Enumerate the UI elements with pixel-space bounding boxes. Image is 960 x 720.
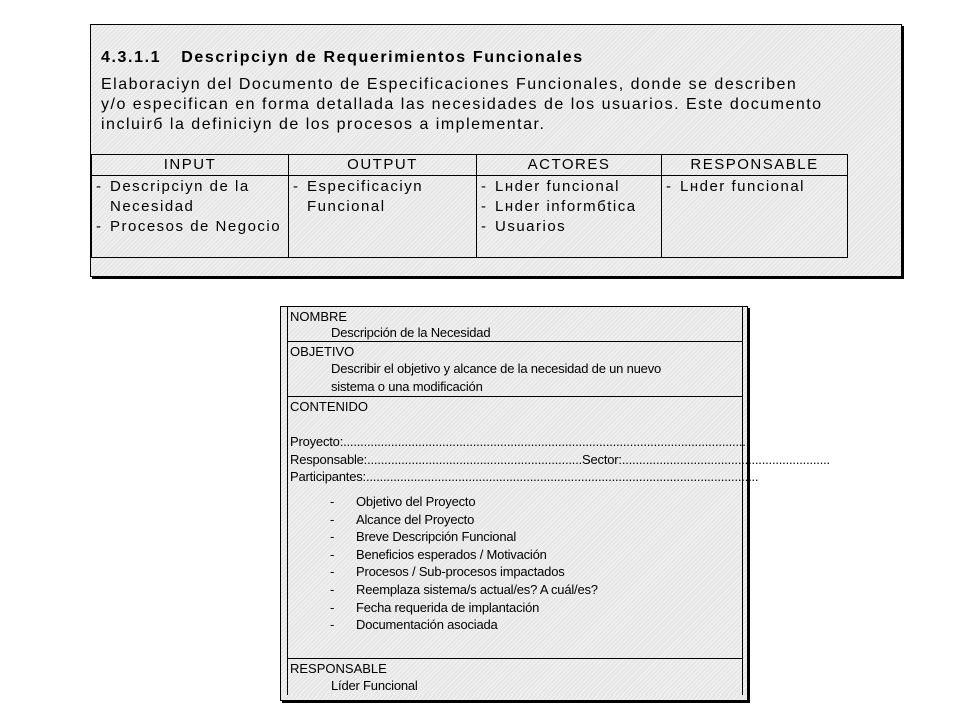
form-body [287,307,830,695]
header-actores: ACTORES [477,155,662,176]
objetivo-label: OBJETIVO [290,344,355,359]
cell-responsable [662,176,848,258]
nombre-label: NOMBRE [290,309,348,324]
list-item: - Especificaciyn Funcional [293,178,424,215]
description-line: incluirб la definiciyn de los procesos a implementar. [101,116,546,133]
section-heading [101,49,584,67]
section-number: 4.3.1.1 [101,49,162,66]
table-row [92,176,848,258]
list-item: - Procesos / Sub-procesos impactados [330,564,565,580]
list-item: - Reemplaza sistema/s actual/es? A cuál/es? [330,581,598,597]
list-item: - Lнder funcional [481,178,621,195]
section-title: Descripciyn de Requerimientos Funcionales [181,49,584,66]
responsable-label: RESPONSABLE [290,661,387,676]
form-section-contenido [288,396,830,658]
cell-input [92,176,289,258]
list-item: - Objetivo del Proyecto [330,494,476,509]
list-item: - Beneficios esperados / Motivación [330,546,547,562]
list-item: - Breve Descripción Funcional [330,529,517,545]
header-output: OUTPUT [289,155,477,176]
form-section-nombre [288,307,742,341]
description-line: Elaboraciyn del Documento de Especificaciones Funcionales, donde se describen [101,76,798,93]
list-item: - Lнder funcional [666,178,806,195]
cell-output [289,176,477,258]
proyecto-field: Proyecto:....................................................................................................................... [290,434,750,449]
list-item: - Documentación asociada [330,617,498,633]
list-item: - Usuarios [481,218,567,235]
section-description [101,75,901,135]
objetivo-line: sistema o una modificación [331,379,483,394]
requirements-table [91,154,848,258]
list-item: - Fecha requerida de implantación [330,599,540,615]
contenido-label: CONTENIDO [290,399,368,414]
list-item: - Procesos de Negocio [96,218,282,235]
list-item: - Descripciyn de la Necesidad [96,178,250,215]
header-input: INPUT [92,155,289,176]
responsable-sector-field: Responsable:...............................................................Sector:............................................................. [290,452,830,467]
objetivo-line: Describir el objetivo y alcance de la necesidad de un nuevo [331,361,662,376]
cell-actores [477,176,662,258]
list-item: - Alcance del Proyecto [330,511,475,527]
form-section-responsable [288,658,742,695]
description-line: y/o especifican en forma detallada las necesidades de los usuarios. Este documento [101,96,823,113]
need-description-form [280,306,830,701]
header-responsable: RESPONSABLE [662,155,848,176]
form-section-objetivo [288,341,742,396]
list-item: - Lнder informбtica [481,198,637,215]
content-item-list [330,493,598,634]
participantes-field: Participantes:................................................................................................................... [290,469,759,484]
table-header-row [92,155,848,176]
requirements-section-panel [90,24,902,277]
responsable-value: Líder Funcional [331,678,418,693]
nombre-value: Descripción de la Necesidad [331,325,491,340]
